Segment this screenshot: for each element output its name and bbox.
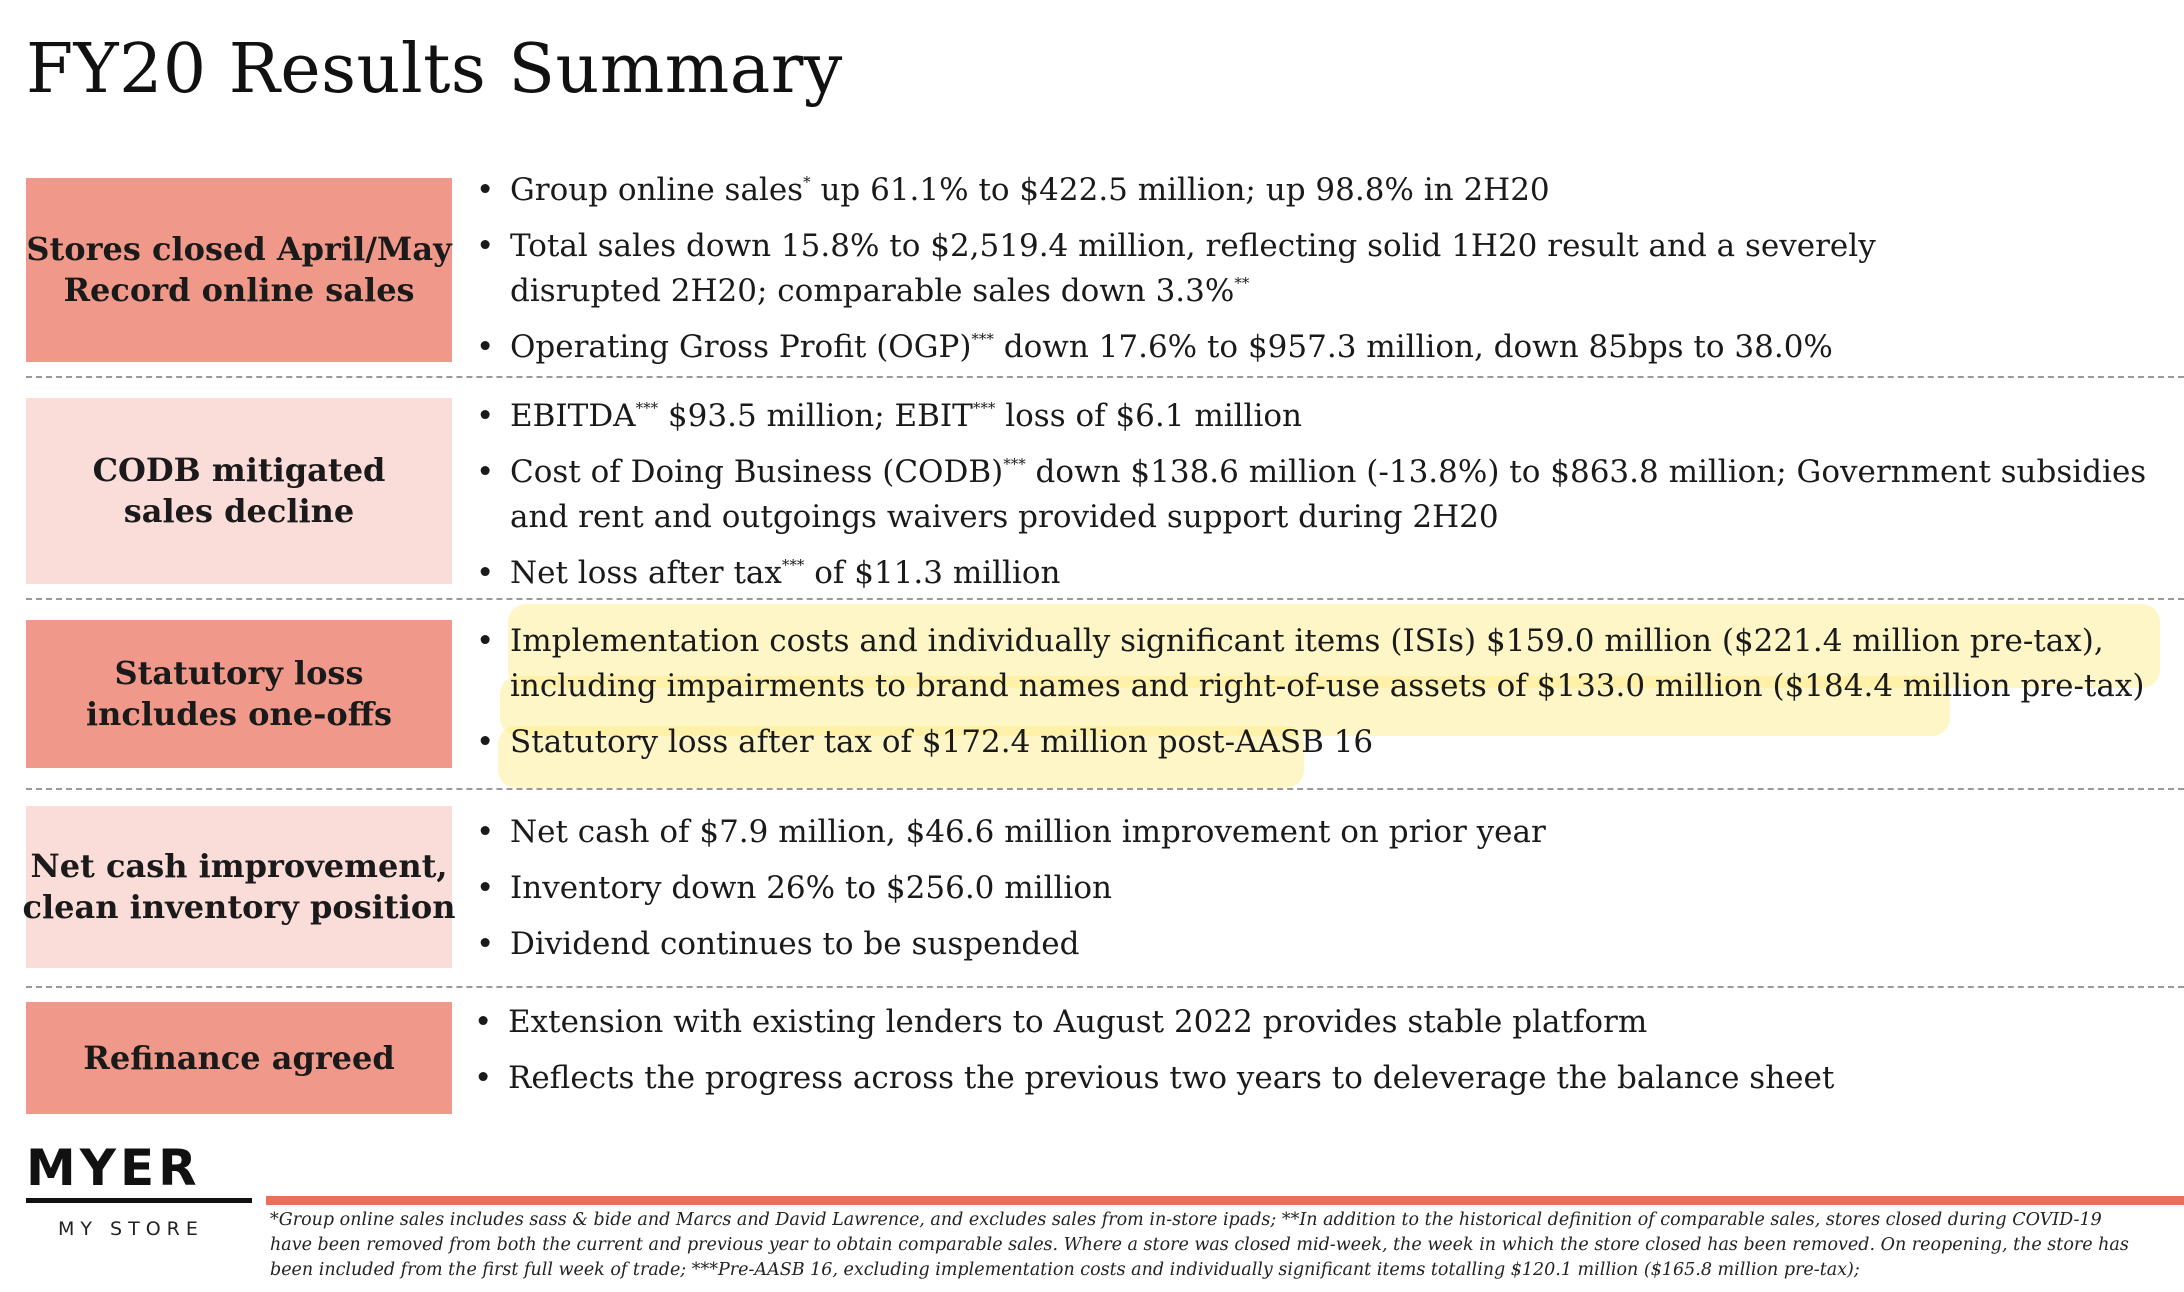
section-statutory-loss [26, 620, 2184, 768]
footnote-line: have been removed from both the current and previous year to obtain comparable sales. Where a store was closed mid-week, the week in which the store closed has been removed. On reopening, the store has [270, 1235, 2129, 1255]
section-codb [26, 398, 2184, 591]
bullet-item: • Operating Gross Profit (OGP)*** down 17.6% to $957.3 million, down 85bps to 38.0% [472, 325, 2178, 370]
bullet-list [472, 394, 2178, 607]
section-label-box [26, 620, 452, 768]
section-divider [26, 986, 2184, 988]
footnote-line: been included from the first full week of trade; ***Pre-AASB 16, excluding implementation costs and individually significant items totalling $120.1 million ($165.8 million pre-tax); [270, 1260, 1860, 1280]
logo-tagline: MY STORE [58, 1218, 204, 1240]
bullet-item: • Total sales down 15.8% to $2,519.4 million, reflecting solid 1H20 result and a severely disrupted 2H20; comparable sales down 3.3%** [472, 224, 2030, 314]
section-label-box [22, 806, 456, 968]
bullet-item: • Implementation costs and individually significant items (ISIs) $159.0 million ($221.4 million pre-tax), including impairments to brand names and right-of-use assets of $133.0 million ($184.4 million pre-tax) [472, 619, 2178, 709]
footnote-line: *Group online sales includes sass & bide and Marcs and David Lawrence, and excludes sales from in-store ipads; **In addition to the historical definition of comparable sales, stores closed during COVID-19 [270, 1210, 2102, 1230]
footer-accent-bar [266, 1196, 2184, 1205]
bullet-item: • Net loss after tax*** of $11.3 million [472, 551, 2178, 596]
bullet-item: • Statutory loss after tax of $172.4 million post-AASB 16 [472, 720, 2178, 765]
bullet-item: • Inventory down 26% to $256.0 million [472, 866, 2178, 911]
section-label-box [26, 1002, 452, 1114]
page-title: FY20 Results Summary [26, 30, 843, 109]
section-label-line: Record online sales [63, 271, 415, 309]
section-label-line: clean inventory position [22, 888, 456, 926]
section-label-line: Statutory loss [114, 654, 364, 692]
section-label-line: Stores closed April/May [26, 230, 452, 268]
logo-underline [26, 1198, 252, 1203]
bullet-item: • Extension with existing lenders to August 2022 provides stable platform [470, 1000, 2178, 1045]
bullet-item: • EBITDA*** $93.5 million; EBIT*** loss of $6.1 million [472, 394, 2178, 439]
section-refinance [26, 1002, 2184, 1114]
section-label-line: Net cash improvement, [30, 847, 448, 885]
bullet-item: • Dividend continues to be suspended [472, 922, 2178, 967]
section-divider [26, 598, 2184, 600]
myer-logo: MYER [26, 1139, 201, 1197]
bullet-list [472, 168, 2178, 381]
bullet-list [472, 810, 2178, 978]
section-label-line: CODB mitigated [92, 451, 386, 489]
section-label-line: sales decline [123, 492, 355, 530]
section-online-sales [26, 172, 2184, 365]
section-divider [26, 376, 2184, 378]
bullet-item: • Cost of Doing Business (CODB)*** down $138.6 million (-13.8%) to $863.8 million; Government subsidies and rent and outgoings waivers provided support during 2H20 [472, 450, 2178, 540]
section-label-box [26, 178, 452, 362]
bullet-list [470, 1000, 2178, 1112]
bullet-item: • Group online sales* up 61.1% to $422.5 million; up 98.8% in 2H20 [472, 168, 2178, 213]
section-label-line: Refinance agreed [83, 1038, 395, 1077]
section-net-cash [22, 806, 2184, 968]
bullet-list [472, 619, 2178, 776]
bullet-item: • Net cash of $7.9 million, $46.6 million improvement on prior year [472, 810, 2178, 855]
bullet-item: • Reflects the progress across the previous two years to deleverage the balance sheet [470, 1056, 2178, 1101]
footnote [270, 1208, 2178, 1283]
section-label-line: includes one-offs [85, 695, 393, 733]
section-divider [26, 788, 2184, 790]
section-label-box [26, 398, 452, 584]
